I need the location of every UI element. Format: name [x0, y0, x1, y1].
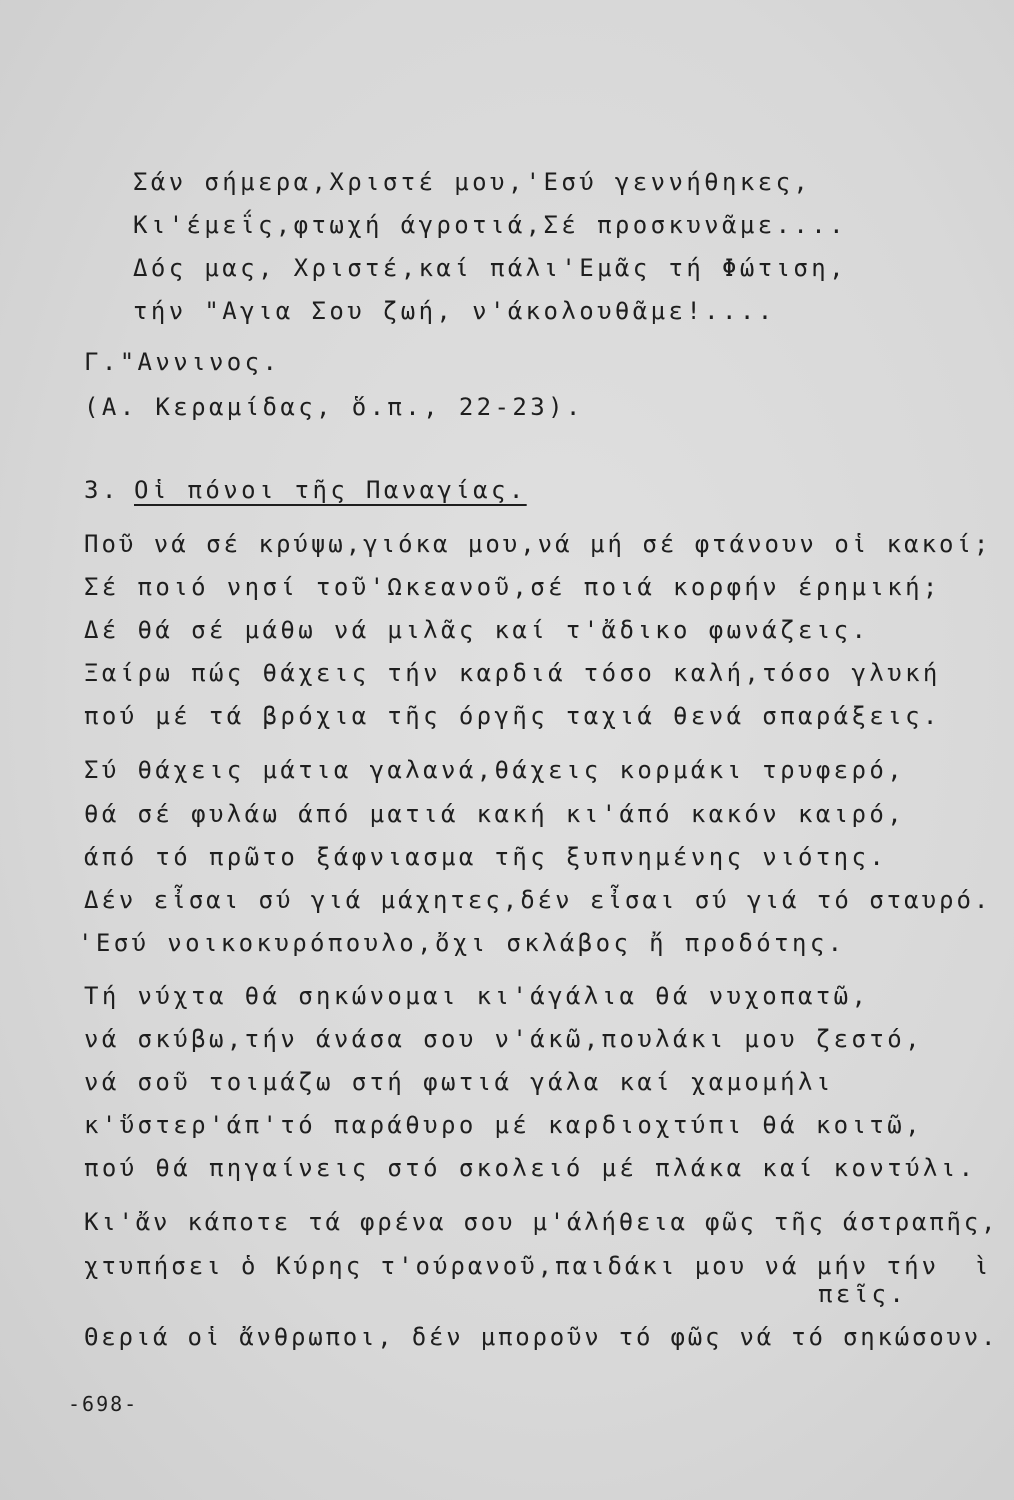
- poem-line: πού θά πηγαίνεις στό σκολειό μέ πλάκα καί κοντύλι.: [84, 1154, 977, 1182]
- poem-line: Σέ ποιό νησί τοῦ'Ωκεανοῦ,σέ ποιά κορφήν έρημική;: [84, 573, 941, 601]
- poem-line: Σύ θάχεις μάτια γαλανά,θάχεις κορμάκι τρυφερό,: [84, 756, 906, 784]
- poem-line: άπό τό πρῶτο ξάφνιασμα τῆς ξυπνημένης νιότης.: [84, 843, 888, 871]
- poem-line: θά σέ φυλάω άπό ματιά κακή κι'άπό κακόν καιρό,: [84, 800, 906, 828]
- poem-line: Δέ θά σέ μάθω νά μιλᾶς καί τ'ἄδικο φωνάζεις.: [84, 616, 870, 644]
- author-name: Γ."Αννινος.: [84, 348, 281, 376]
- poem-line: 'Εσύ νοικοκυρόπουλο,ὄχι σκλάβος ἤ προδότης.: [78, 929, 846, 957]
- poem-line: Ξαίρω πώς θάχεις τήν καρδιά τόσο καλή,τόσο γλυκή: [84, 659, 941, 687]
- poem-line: Κι'ἄν κάποτε τά φρένα σου μ'άλήθεια φῶς τῆς άστραπῆς,: [84, 1208, 999, 1236]
- poem-line: πού μέ τά βρόχια τῆς όργῆς ταχιά θενά σπαράξεις.: [84, 702, 941, 730]
- poem-line: κ'ὕστερ'άπ'τό παράθυρο μέ καρδιοχτύπι θά κοιτῶ,: [84, 1111, 923, 1139]
- citation: (Α. Κεραμίδας, ὅ.π., 22-23).: [84, 393, 584, 421]
- poem-line: νά σκύβω,τήν άνάσα σου ν'άκῶ,πουλάκι μου ζεστό,: [84, 1025, 923, 1053]
- poem-line: Θεριά οἱ ἄνθρωποι, δέν μποροῦν τό φῶς νά τό σηκώσουν.: [84, 1323, 999, 1351]
- poem-line: Δέν εἶσαι σύ γιά μάχητες,δέν εἶσαι σύ γιά τό σταυρό.: [84, 886, 992, 914]
- poem-line: Κι'έμεΐς,φτωχή άγροτιά,Σέ προσκυνᾶμε....: [133, 211, 847, 239]
- page-number: -698-: [68, 1392, 139, 1416]
- poem-line: Σάν σήμερα,Χριστέ μου,'Εσύ γεννήθηκες,: [133, 168, 812, 196]
- poem-line: χτυπήσει ὁ Κύρης τ'ούρανοῦ,παιδάκι μου νά μήν τήν ὶ: [84, 1252, 992, 1280]
- section-number: 3.: [84, 476, 120, 504]
- poem-line: Τή νύχτα θά σηκώνομαι κι'άγάλια θά νυχοπατῶ,: [84, 982, 870, 1010]
- section-title: Οἱ πόνοι τῆς Παναγίας.: [134, 476, 527, 504]
- poem-line: νά σοῦ τοιμάζω στή φωτιά γάλα καί χαμομήλι: [84, 1068, 834, 1096]
- poem-line: Δός μας, Χριστέ,καί πάλι'Εμᾶς τή Φώτιση,: [133, 254, 847, 282]
- poem-line: τήν "Αγια Σου ζωή, ν'άκολουθᾶμε!....: [133, 297, 776, 325]
- poem-line: Ποῦ νά σέ κρύψω,γιόκα μου,νά μή σέ φτάνουν οἱ κακοί;: [84, 530, 992, 558]
- poem-line-continuation: πεῖς.: [818, 1280, 908, 1308]
